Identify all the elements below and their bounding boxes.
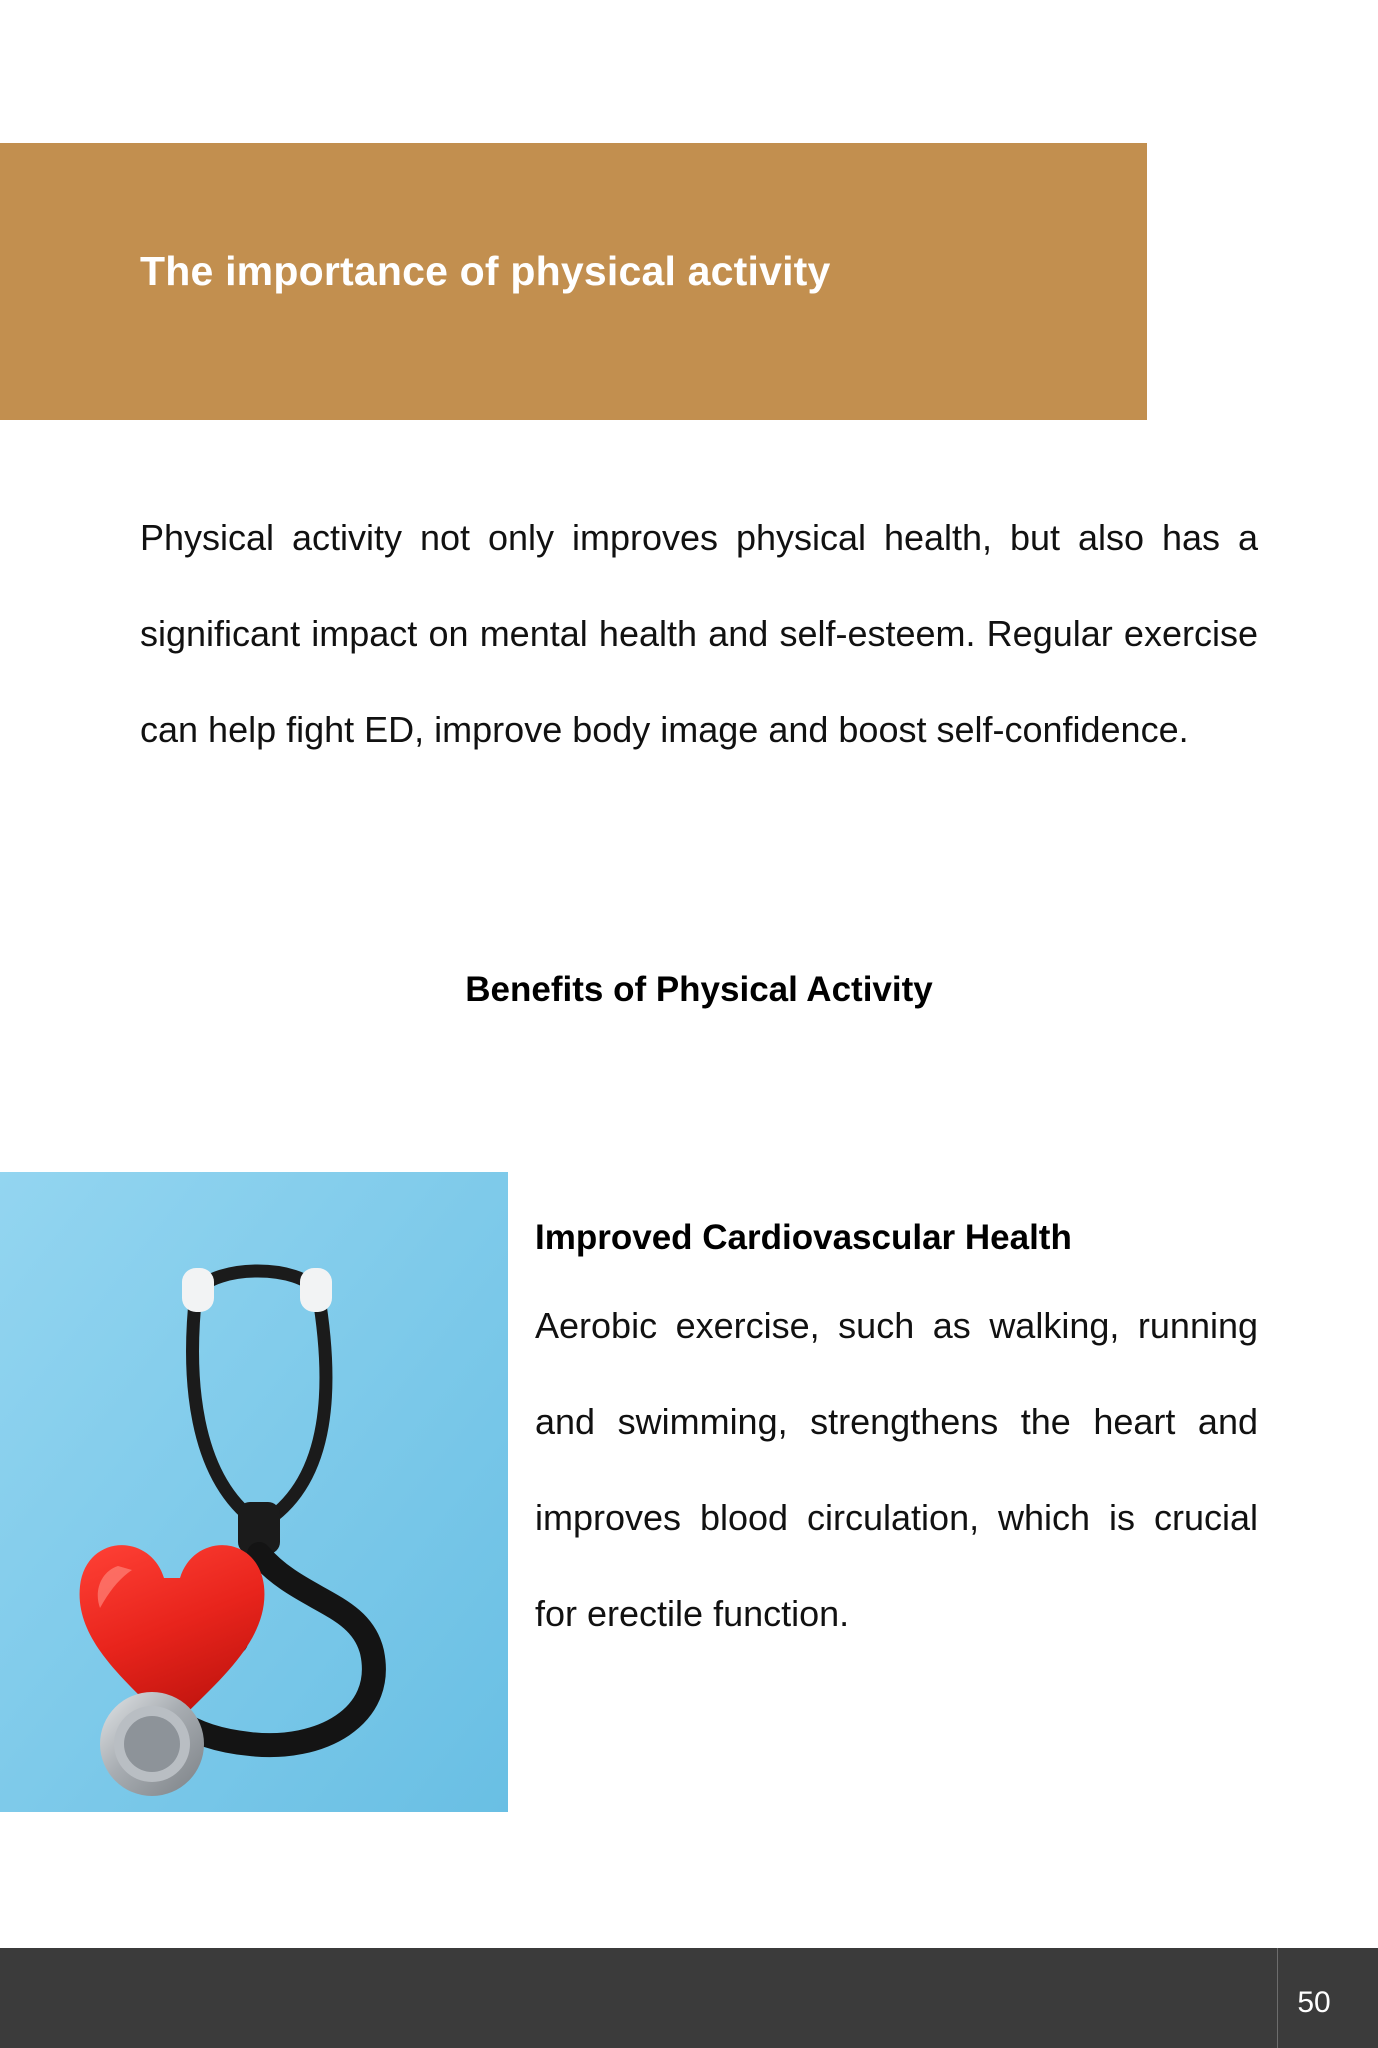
page-title: The importance of physical activity <box>140 248 831 294</box>
intro-paragraph: Physical activity not only improves physical health, but also has a significant impact on mental health and self-esteem. Regular exercise can help fight ED, improve body image and boost self-confidence. <box>140 517 1258 750</box>
benefit-body: Aerobic exercise, such as walking, running and swimming, strengthens the heart and improves blood circulation, which is crucial for erectile function. <box>535 1305 1258 1634</box>
footer-divider <box>1277 1948 1278 2048</box>
section-subtitle: Benefits of Physical Activity <box>465 970 933 1009</box>
benefit-illustration <box>0 1172 508 1812</box>
stethoscope-heart-icon <box>0 1172 508 1812</box>
footer-band <box>0 1948 1378 2048</box>
benefit-text-block <box>535 1208 1258 1662</box>
benefit-heading: Improved Cardiovascular Health <box>535 1218 1072 1257</box>
page-number: 50 <box>1297 1986 1331 2019</box>
